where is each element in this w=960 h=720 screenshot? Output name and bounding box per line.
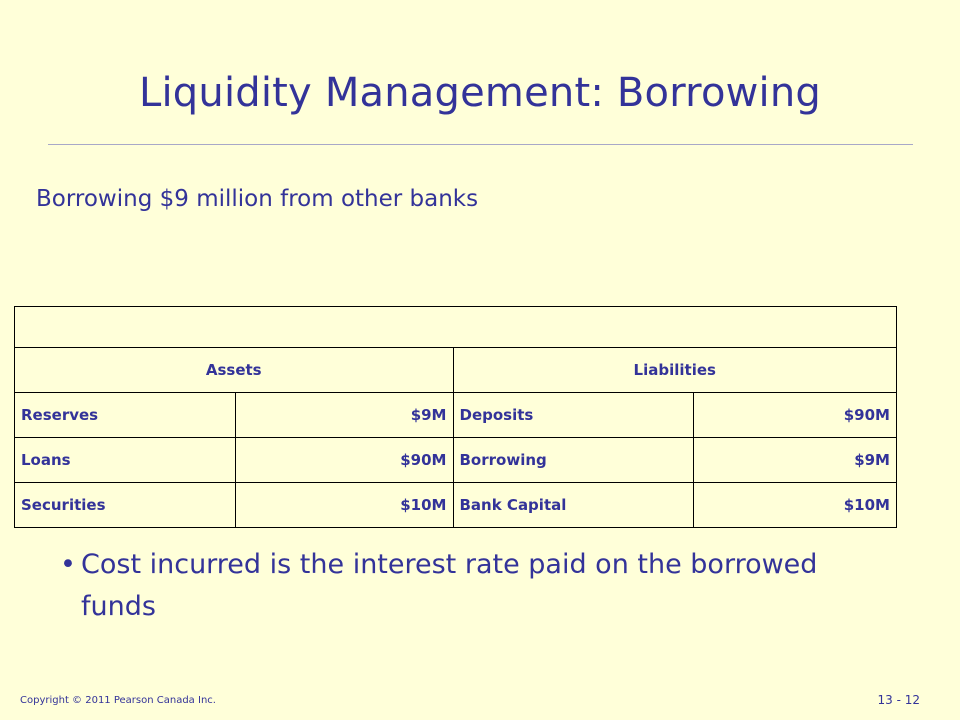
copyright-notice: Copyright © 2011 Pearson Canada Inc.: [20, 695, 216, 706]
slide-subtitle: Borrowing $9 million from other banks: [36, 186, 479, 212]
title-divider: [48, 144, 913, 145]
asset-value: $90M: [235, 438, 453, 483]
bullet-dot-icon: •: [60, 549, 76, 580]
table-row: [15, 438, 897, 483]
table-header-row: [15, 348, 897, 393]
table-row: [15, 483, 897, 528]
assets-header: Assets: [15, 348, 454, 393]
liability-value: $90M: [694, 393, 897, 438]
asset-label: Loans: [15, 438, 236, 483]
liabilities-header: Liabilities: [453, 348, 897, 393]
liability-value: $9M: [694, 438, 897, 483]
table-empty-cell: [15, 307, 897, 348]
asset-value: $10M: [235, 483, 453, 528]
asset-label: Securities: [15, 483, 236, 528]
liability-value: $10M: [694, 483, 897, 528]
slide-title: Liquidity Management: Borrowing: [139, 70, 821, 116]
liability-label: Bank Capital: [453, 483, 694, 528]
asset-value: $9M: [235, 393, 453, 438]
page-number: 13 - 12: [877, 693, 920, 707]
asset-label: Reserves: [15, 393, 236, 438]
table-row: [15, 393, 897, 438]
liability-label: Borrowing: [453, 438, 694, 483]
liability-label: Deposits: [453, 393, 694, 438]
table-empty-row: [15, 307, 897, 348]
bullet-point: [60, 544, 820, 628]
balance-sheet-table: [14, 306, 897, 528]
bullet-text: Cost incurred is the interest rate paid on the borrowed funds: [81, 549, 818, 622]
